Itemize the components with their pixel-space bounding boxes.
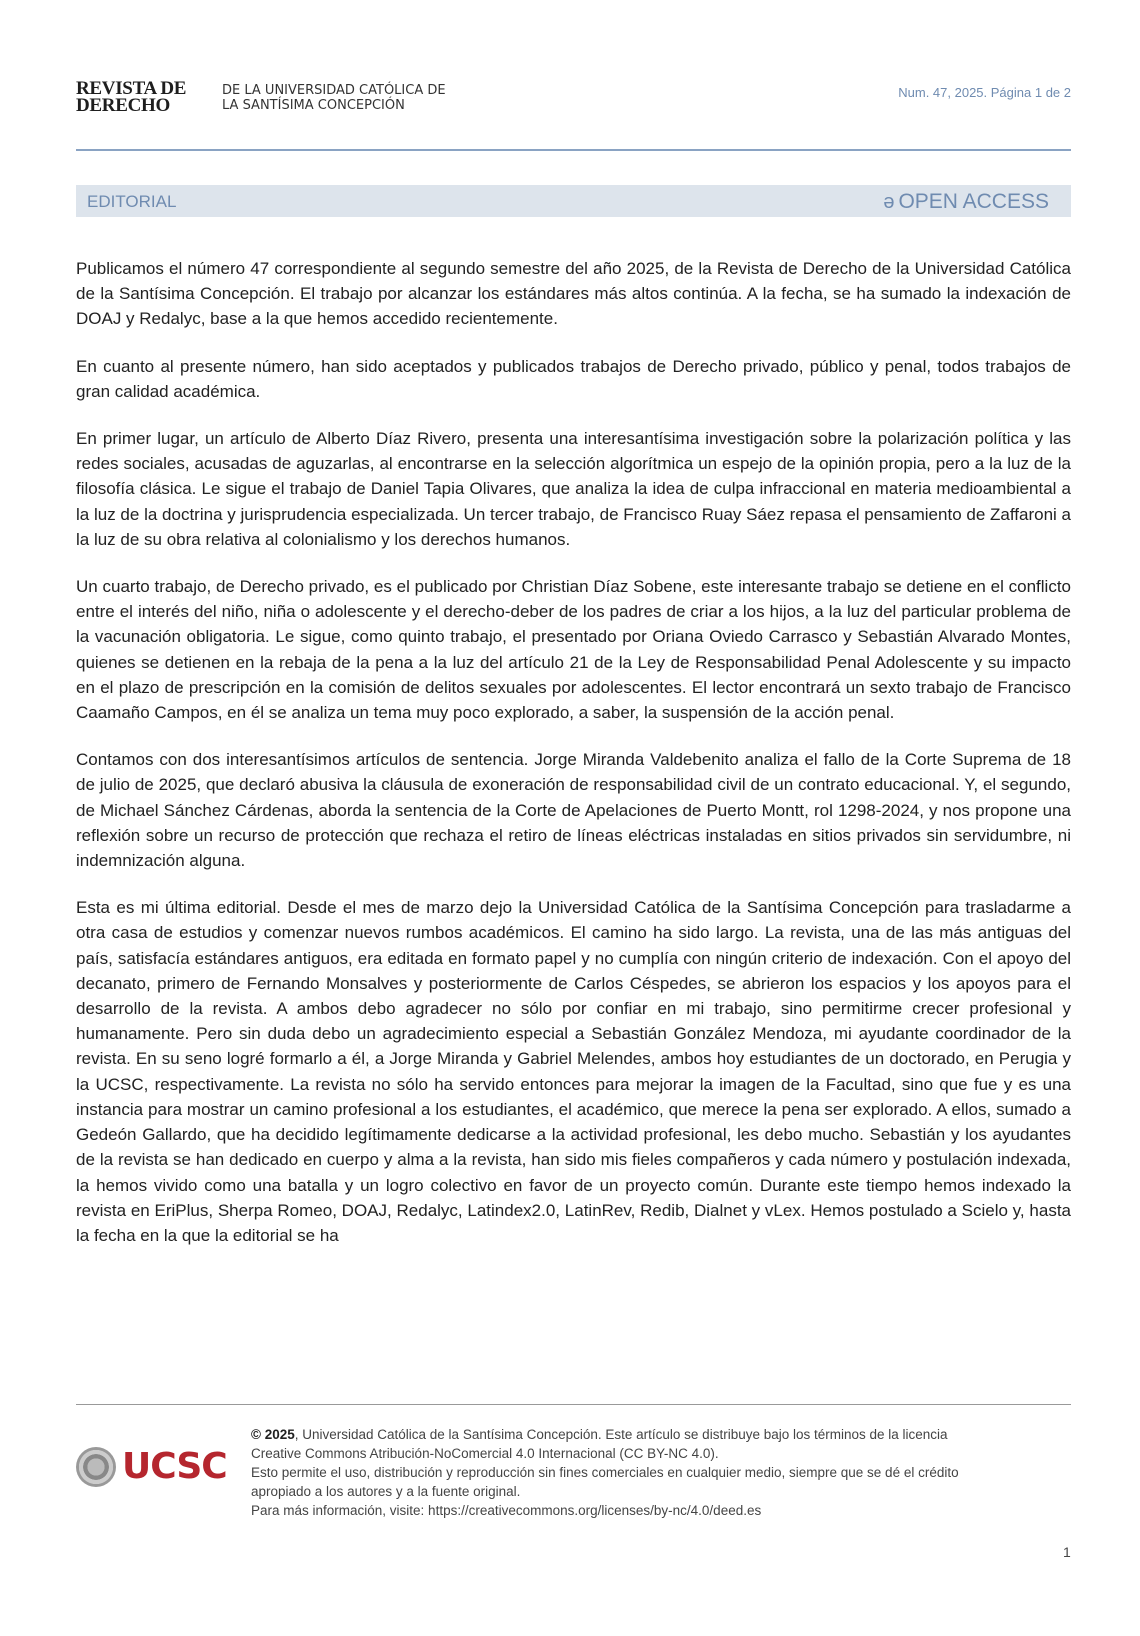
journal-title-line1: REVISTA DE	[76, 78, 187, 99]
license-notice	[251, 1425, 1071, 1520]
license-line: Esto permite el uso, distribución y reproducción sin fines comerciales en cualquier medio, siempre que se dé el crédito	[251, 1465, 959, 1480]
page-number: 1	[1063, 1544, 1071, 1560]
section-bar	[76, 185, 1071, 217]
university-name	[222, 83, 446, 113]
open-access-badge	[883, 190, 1049, 214]
ucsc-logo-text: UCSC	[122, 1446, 227, 1487]
university-name-line1: DE LA UNIVERSIDAD CATÓLICA DE	[222, 83, 446, 98]
license-line: apropiado a los autores y a la fuente original.	[251, 1484, 521, 1499]
copyright-year: © 2025	[251, 1427, 295, 1442]
university-name-line2: LA SANTÍSIMA CONCEPCIÓN	[222, 98, 405, 113]
university-seal-icon	[76, 1447, 116, 1487]
paragraph: Esta es mi última editorial. Desde el mes de marzo dejo la Universidad Católica de la Santísima Concepción para trasladarme a otra casa de estudios y comenzar nuevos rumbos académicos. El camino ha sido largo. La revista, una de las más antiguas del país, satisfacía estándares antiguos, era editada en formato papel y no cumplía con ningún criterio de indexación. Con el apoyo del decanato, primero de Fernando Monsalves y posteriormente de Carlos Céspedes, se abrieron los espacios y los apoyos para el desarrollo de la revista. A ambos debo agradecer no sólo por confiar en mi trabajo, sino permitirme crecer profesional y humanamente. Pero sin duda debo un agradecimiento especial a Sebastián González Mendoza, mi ayudante coordinador de la revista. En su seno logré formarlo a él, a Jorge Miranda y Gabriel Melendes, ambos hoy estudiantes de un doctorado, en Perugia y la UCSC, respectivamente. La revista no sólo ha servido entonces para mejorar la imagen de la Facultad, sino que fue y es una instancia para mostrar un camino profesional a los estudiantes, el académico, que merece la pena ser explorado. A ellos, sumado a Gedeón Gallardo, que ha decidido legítimamente dedicarse a la actividad profesional, les debo mucho. Sebastián y los ayudantes de la revista se han dedicado en cuerpo y alma a la revista, han sido mis fieles compañeros y cada número y postulación indexada, la hemos vivido como una batalla y un logro colectivo en favor de un proyecto común. Durante este tiempo hemos indexado la revista en EriPlus, Sherpa Romeo, DOAJ, Redalyc, Latindex2.0, LatinRev, Redib, Dialnet y vLex. Hemos postulado a Scielo y, hasta la fecha en la que la editorial se ha	[76, 898, 1071, 1245]
license-line: , Universidad Católica de la Santísima Concepción. Este artículo se distribuye bajo los términos de la licencia	[294, 1427, 948, 1442]
license-line: Creative Commons Atribución-NoComercial 4.0 Internacional (CC BY-NC 4.0).	[251, 1446, 719, 1461]
open-access-lock-icon: ə	[883, 190, 895, 213]
header-divider	[76, 149, 1071, 151]
ucsc-logo	[76, 1446, 227, 1487]
section-label: EDITORIAL	[87, 192, 177, 211]
paragraph: Contamos con dos interesantísimos artículos de sentencia. Jorge Miranda Valdebenito analiza el fallo de la Corte Suprema de 18 de julio de 2025, que declaró abusiva la cláusula de exoneración de responsabilidad civil de un contrato educacional. Y, el segundo, de Michael Sánchez Cárdenas, aborda la sentencia de la Corte de Apelaciones de Puerto Montt, rol 1298-2024, y nos propone una reflexión sobre un recurso de protección que rechaza el retiro de líneas eléctricas instaladas en sitios privados sin servidumbre, ni indemnización alguna.	[76, 750, 1071, 871]
journal-logo	[76, 80, 186, 114]
page-header	[76, 80, 1071, 120]
editorial-body	[76, 256, 1071, 1270]
paragraph: Un cuarto trabajo, de Derecho privado, es el publicado por Christian Díaz Sobene, este interesante trabajo se detiene en el conflicto entre el interés del niño, niña o adolescente y el derecho-deber de los padres de criar a los hijos, a la luz del particular problema de la vacunación obligatoria. Le sigue, como quinto trabajo, el presentado por Oriana Oviedo Carrasco y Sebastián Alvarado Montes, quienes se detienen en la rebaja de la pena a la luz del artículo 21 de la Ley de Responsabilidad Penal Adolescente y su impacto en el plazo de prescripción en la comisión de delitos sexuales por adolescentes. El lector encontrará un sexto trabajo de Francisco Caamaño Campos, en él se analiza un tema muy poco explorado, a saber, la suspensión de la acción penal.	[76, 577, 1071, 723]
license-url-line: Para más información, visite: https://creativecommons.org/licenses/by-nc/4.0/deed.es	[251, 1503, 762, 1518]
paragraph: En primer lugar, un artículo de Alberto Díaz Rivero, presenta una interesantísima investigación sobre la polarización política y las redes sociales, acusadas de aguzarlas, al encontrarse en la selección algorítmica un espejo de la opinión propia, pero a la luz de la filosofía clásica. Le sigue el trabajo de Daniel Tapia Olivares, que analiza la idea de culpa infraccional en materia medioambiental a la luz de la doctrina y jurisprudencia especializada. Un tercer trabajo, de Francisco Ruay Sáez repasa el pensamiento de Zaffaroni a la luz de su obra relativa al colonialismo y los derechos humanos.	[76, 429, 1071, 549]
paragraph: Publicamos el número 47 correspondiente al segundo semestre del año 2025, de la Revista de Derecho de la Universidad Católica de la Santísima Concepción. El trabajo por alcanzar los estándares más altos continúa. A la fecha, se ha sumado la indexación de DOAJ y Redalyc, base a la que hemos accedido recientemente.	[76, 259, 1071, 329]
journal-title-line2: DERECHO	[76, 95, 170, 116]
footer-divider	[76, 1404, 1071, 1405]
open-access-label: OPEN ACCESS	[898, 190, 1049, 213]
issue-info: Num. 47, 2025. Página 1 de 2	[898, 85, 1071, 100]
paragraph: En cuanto al presente número, han sido aceptados y publicados trabajos de Derecho privado, público y penal, todos trabajos de gran calidad académica.	[76, 356, 1071, 401]
